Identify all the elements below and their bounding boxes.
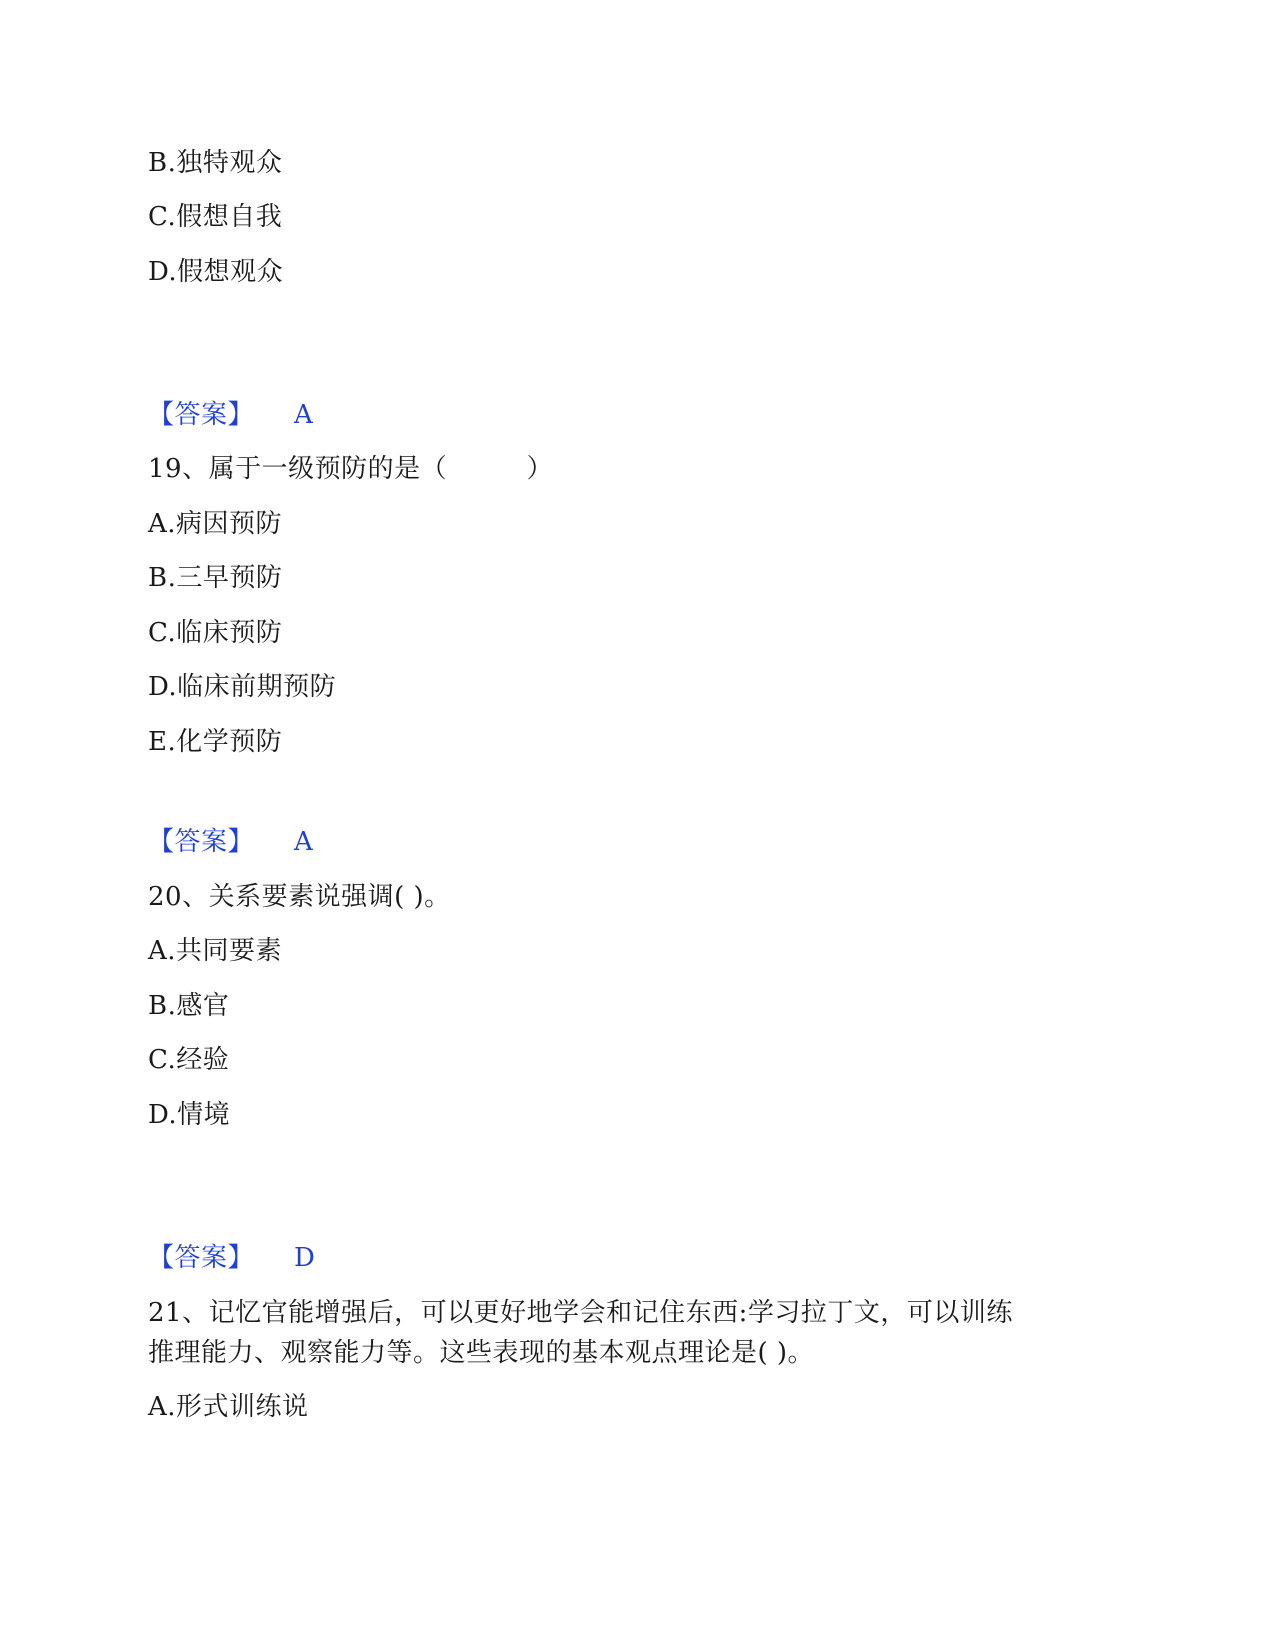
q19-option-d: D.临床前期预防 [148, 672, 337, 702]
q20-option-c: C.经验 [148, 1045, 230, 1075]
answer-value: A [294, 827, 314, 857]
q19-option-b: B.三早预防 [148, 563, 283, 593]
q18-answer [148, 398, 313, 432]
q20-option-b: B.感官 [148, 991, 230, 1021]
q20-answer [148, 1241, 315, 1275]
q21-option-a: A.形式训练说 [148, 1392, 309, 1422]
q20-question: 20、关系要素说强调( )。 [148, 882, 451, 912]
q18-option-b: B.独特观众 [148, 148, 283, 178]
answer-tag: 【答案】 [148, 827, 255, 857]
answer-tag: 【答案】 [148, 400, 255, 430]
answer-tag: 【答案】 [148, 1243, 255, 1273]
q19-option-a: A.病因预防 [148, 509, 283, 539]
q21-question-line1: 21、记忆官能增强后，可以更好地学会和记住东西:学习拉丁文，可以训练 [148, 1298, 1013, 1328]
q20-option-d: D.情境 [148, 1100, 231, 1130]
q21-question-line2: 推理能力、观察能力等。这些表现的基本观点理论是( )。 [148, 1338, 815, 1368]
q19-option-e: E.化学预防 [148, 727, 283, 757]
q18-option-d: D.假想观众 [148, 257, 284, 287]
q19-answer [148, 825, 313, 859]
q19-question: 19、属于一级预防的是（ ） [148, 454, 554, 484]
answer-value: D [294, 1243, 316, 1273]
q18-option-c: C.假想自我 [148, 202, 283, 232]
q19-option-c: C.临床预防 [148, 618, 283, 648]
q20-option-a: A.共同要素 [148, 936, 283, 966]
answer-value: A [294, 400, 314, 430]
